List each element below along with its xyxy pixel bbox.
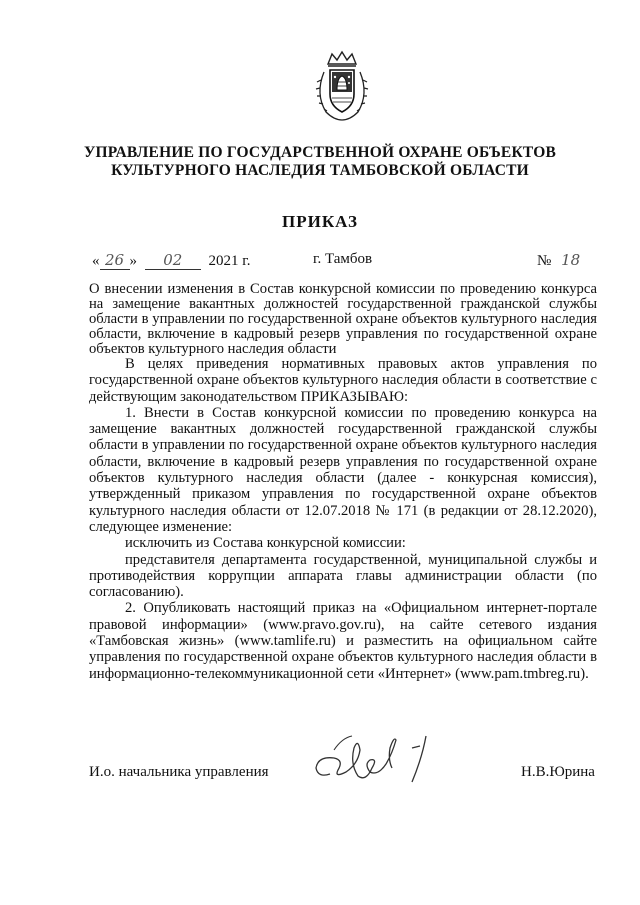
body-item-1: 1. Внести в Состав конкурсной комиссии по проведению конкурса на замещение вакантных должностей государственной гражданской службы области в управлении по государственной охране объектов культурного наследия области, включение в кадровый резерв управления по государственной охране объектов культурного наследия области (далее - конкурсная комиссия), утвержденный приказом управления по государственной охране объектов культурного наследия области от 12.07.2018 № 171 (в редакции от 28.12.2020), следующее изменение:	[89, 404, 597, 535]
date-quote-close: »	[129, 253, 137, 269]
handwritten-signature	[308, 728, 448, 788]
body-item-2: 2. Опубликовать настоящий приказ на «Официальном интернет-портале правовой информации» (www.pravo.gov.ru), на сайте сетевого издания «Тамбовская жизнь» (www.tamlife.ru) и разместить на официальном сайте управления по государственной охране объектов культурного наследия области в информационно-телекоммуникационной сети «Интернет» (www.pam.tmbreg.ru).	[89, 600, 597, 682]
order-number-label: №	[537, 253, 552, 269]
body-item-1-sub: исключить из Состава конкурсной комиссии:	[125, 535, 406, 552]
body-item-1-detail: представителя департамента государственной, муниципальной службы и противодействия коррупции аппарата главы администрации области (по согласованию).	[89, 551, 597, 601]
date-quote-open: «	[92, 253, 100, 269]
date-day: 26	[100, 251, 130, 270]
coat-of-arms-emblem	[312, 50, 372, 124]
date-month: 02	[145, 251, 201, 270]
org-name-line-1: УПРАВЛЕНИЕ ПО ГОСУДАРСТВЕННОЙ ОХРАНЕ ОБЪЕКТОВ	[83, 144, 557, 161]
order-number	[537, 251, 580, 270]
signatory-name: Н.В.Юрина	[521, 764, 595, 780]
date-year: 2021 г.	[208, 253, 251, 269]
org-name-line-2: КУЛЬТУРНОГО НАСЛЕДИЯ ТАМБОВСКОЙ ОБЛАСТИ	[111, 162, 529, 179]
order-number-value: 18	[561, 251, 581, 269]
order-body	[89, 356, 597, 682]
signatory-position: И.о. начальника управления	[89, 764, 269, 780]
date-line	[92, 251, 250, 270]
body-preamble: В целях приведения нормативных правовых актов управления по государственной охране объектов культурного наследия области в соответствие с действующим законодательством ПРИКАЗЫВАЮ:	[89, 356, 597, 405]
document-type-title: ПРИКАЗ	[282, 212, 358, 231]
city: г. Тамбов	[313, 251, 373, 267]
order-subject: О внесении изменения в Состав конкурсной комиссии по проведению конкурса на замещение вакантных должностей государственной гражданской службы области в управлении по государственной охране объектов культурного наследия области, включение в кадровый резерв управления по государственной охране объектов культурного наследия области	[89, 281, 597, 357]
